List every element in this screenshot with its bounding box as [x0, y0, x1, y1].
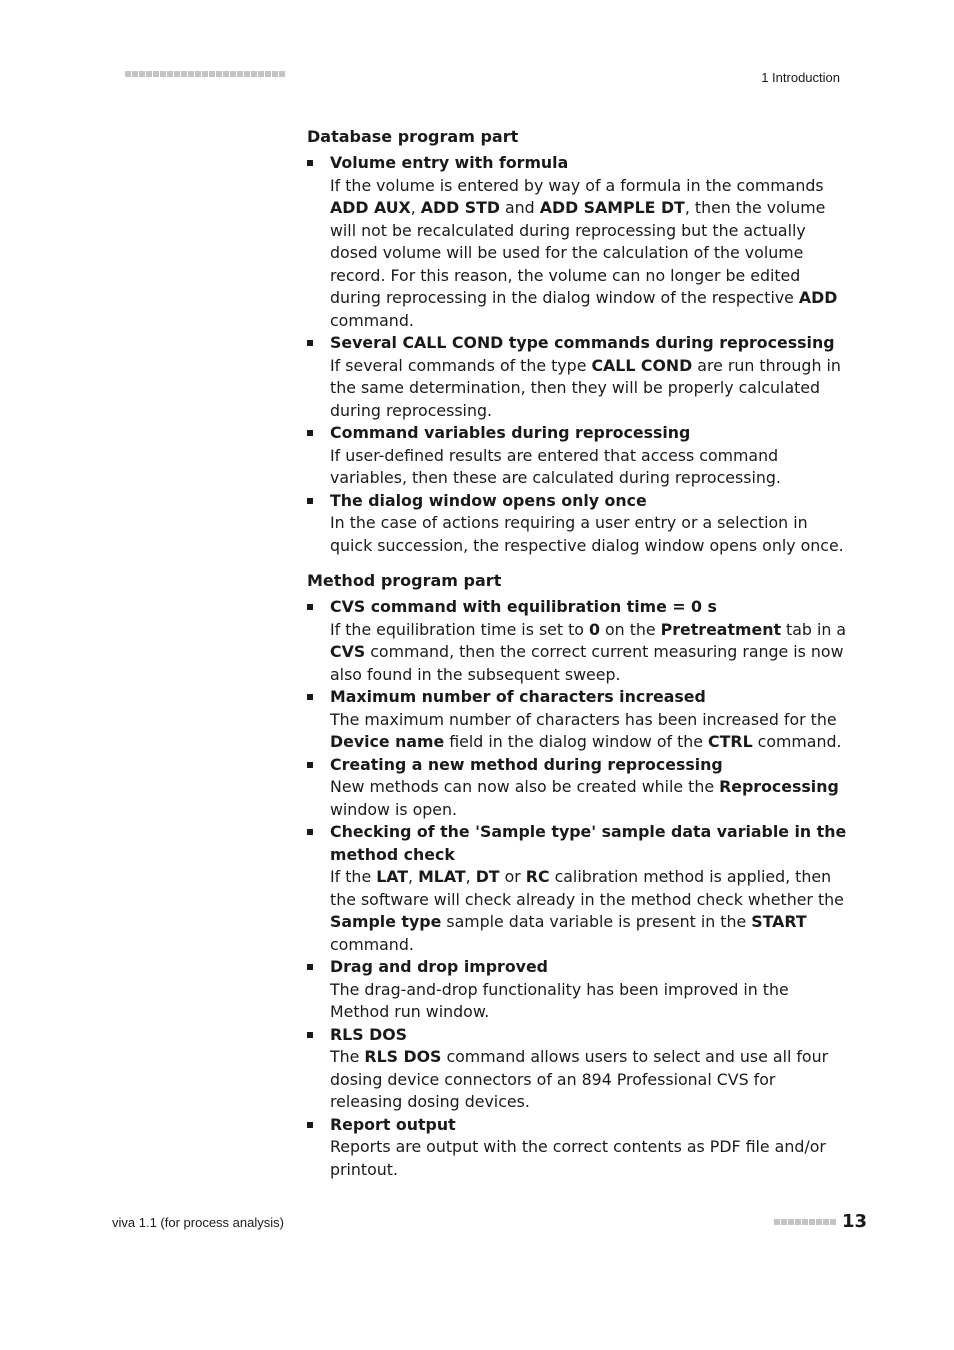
- item-title: CVS command with equilibration time = 0 s: [330, 597, 717, 616]
- item-title: Drag and drop improved: [330, 957, 548, 976]
- item-list: [307, 152, 847, 557]
- item-title: Volume entry with formula: [330, 153, 569, 172]
- section-heading: Method program part: [307, 571, 502, 590]
- section-heading: Database program part: [307, 127, 519, 146]
- item-body: New methods can now also be created while the Reprocessing window is open.: [330, 777, 839, 819]
- item-body: If the LAT, MLAT, DT or RC calibration method is applied, then the software will check already in the method check whether the Sample type sample data variable is present in the START command.: [330, 867, 844, 954]
- item-body: If the volume is entered by way of a formula in the commands ADD AUX, ADD STD and ADD SAMPLE DT, then the volume will not be recalculated during reprocessing but the actually dosed volume will be used for the calculation of the volume record. For this reason, the volume can no longer be edited during reprocessing in the dialog window of the respective ADD command.: [330, 175, 838, 330]
- item-body: The RLS DOS command allows users to select and use all four dosing device connectors of an 894 Professional CVS for releasing dosing devices.: [330, 1047, 829, 1111]
- page-footer: [774, 1211, 867, 1232]
- list-item: [307, 686, 847, 754]
- main-content: [307, 126, 847, 1181]
- item-body: The maximum number of characters has been increased for the Device name field in the dialog window of the CTRL command.: [330, 709, 842, 751]
- header-decoration: [125, 71, 285, 77]
- list-item: [307, 422, 847, 490]
- item-body: Reports are output with the correct contents as PDF file and/or printout.: [330, 1137, 826, 1179]
- list-item: [307, 754, 847, 822]
- list-item: [307, 821, 847, 956]
- footer-decoration: [774, 1219, 836, 1225]
- item-body: In the case of actions requiring a user entry or a selection in quick succession, the respective dialog window opens only once.: [330, 513, 844, 555]
- item-title: Creating a new method during reprocessing: [330, 754, 723, 774]
- list-item: [307, 152, 847, 332]
- list-item: [307, 1114, 847, 1182]
- page-number: 13: [841, 1211, 867, 1232]
- item-title: Report output: [330, 1114, 456, 1134]
- product-name: viva 1.1 (for process analysis): [112, 1215, 284, 1230]
- list-item: [307, 1024, 847, 1114]
- item-title: Maximum number of characters increased: [330, 687, 706, 706]
- list-item: [307, 490, 847, 558]
- list-item: [307, 596, 847, 686]
- item-title: Command variables during reprocessing: [330, 423, 691, 442]
- item-title: RLS DOS: [330, 1024, 408, 1044]
- item-body: If user-defined results are entered that access command variables, then these are calculated during reprocessing.: [330, 445, 781, 487]
- item-title: The dialog window opens only once: [330, 490, 647, 510]
- section-database: [307, 126, 847, 557]
- item-body: The drag-and-drop functionality has been improved in the Method run window.: [330, 979, 789, 1021]
- item-body: If several commands of the type CALL COND are run through in the same determination, then they will be properly calculated during reprocessing.: [330, 355, 841, 420]
- list-item: [307, 332, 847, 422]
- list-item: [307, 956, 847, 1024]
- item-title: Several CALL COND type commands during reprocessing: [330, 333, 835, 352]
- chapter-title: 1 Introduction: [761, 70, 840, 85]
- item-title: Checking of the 'Sample type' sample data variable in the method check: [330, 822, 847, 864]
- section-method: [307, 570, 847, 1181]
- item-list: [307, 596, 847, 1181]
- item-body: If the equilibration time is set to 0 on the Pretreatment tab in a CVS command, then the correct current measuring range is now also found in the subsequent sweep.: [330, 619, 847, 684]
